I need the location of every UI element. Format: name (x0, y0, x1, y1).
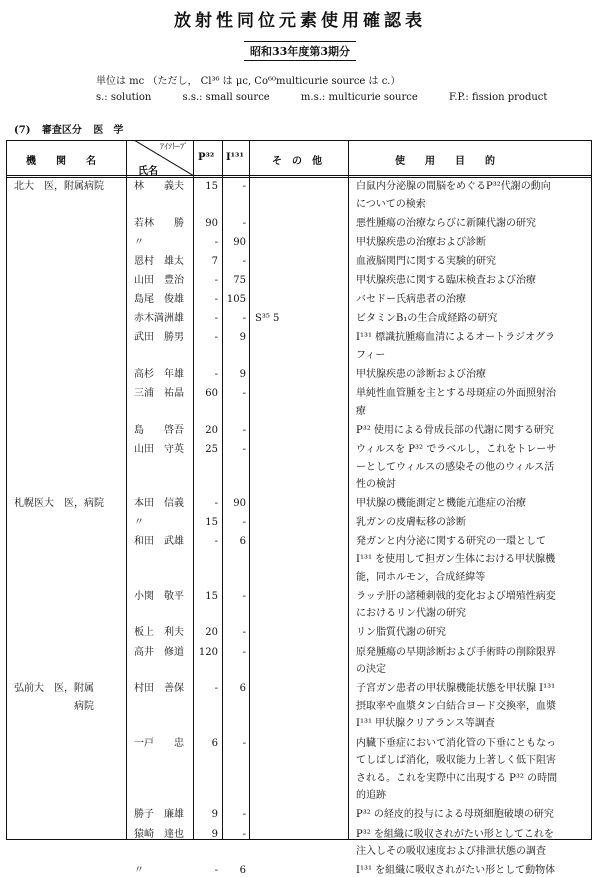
row-i131: - (242, 424, 246, 436)
row-i131: - (242, 313, 246, 325)
row-p32: - (214, 275, 218, 286)
row-p32: 9 (211, 828, 218, 840)
row-i131: - (242, 255, 246, 267)
row-purpose-line: 単純性血管腫を主とする母斑症の外面照射治 (356, 388, 556, 400)
row-p32: 9 (211, 809, 218, 821)
row-purpose-line: 注入しその吸収速度および排泄状態の調査 (356, 846, 546, 858)
row-i131: 75 (233, 275, 246, 286)
column-divider (249, 140, 250, 840)
row-i131: - (242, 646, 246, 658)
header-rule (6, 177, 592, 178)
row-i131: - (242, 217, 246, 229)
row-purpose-line: 性の検討 (356, 479, 396, 491)
row-i131: 9 (239, 332, 246, 344)
row-purpose-line: ーとしてウィルスの感染その他のウィルス活 (356, 461, 555, 473)
row-name: 高井 修道 (134, 646, 184, 658)
row-purpose-line: バセドー氏病患者の治療 (356, 294, 466, 306)
row-purpose-line: 子宮ガン患者の甲状腺機能状態を甲状腺 I¹³¹ (356, 683, 556, 695)
row-purpose-line: 内臓下垂症において消化管の下垂にともなっ (356, 737, 556, 749)
row-purpose-line: リン脂質代謝の研究 (356, 627, 446, 639)
row-name: 赤木満洲雄 (134, 313, 184, 325)
row-name: 猿崎 達也 (134, 828, 184, 840)
row-purpose-line: P³² 使用による骨成長部の代謝に関する研究 (356, 424, 554, 436)
row-p32: 20 (205, 424, 218, 436)
row-name: 高杉 年雄 (134, 369, 184, 380)
row-purpose-line: の決定 (356, 664, 386, 676)
row-p32: 25 (205, 443, 218, 455)
row-p32: 7 (211, 255, 218, 267)
row-name: 三浦 祐晶 (134, 388, 184, 400)
row-p32: - (214, 369, 218, 380)
header-other: そ の 他 (272, 156, 322, 167)
row-purpose-line: 白鼠内分泌腺の間脳をめぐるP³²代謝の動向 (356, 181, 551, 192)
row-purpose-line: 甲状腺の機能測定と機能亢進症の治療 (356, 498, 526, 510)
row-name: 〃 (134, 865, 144, 877)
row-p32: - (214, 236, 218, 248)
row-name: 〃 (134, 517, 144, 529)
row-i131: - (242, 388, 246, 400)
row-name: 恩村 雄太 (134, 255, 184, 267)
column-divider (348, 140, 349, 840)
row-purpose-line: ラッテ肝の諸種刺戟的変化および増殖性病変 (356, 590, 556, 602)
row-purpose-line: 療 (356, 405, 366, 417)
row-i131: - (242, 517, 246, 529)
section-group: 審査区分 (41, 125, 82, 136)
row-purpose-line: におけるリン代謝の研究 (356, 608, 466, 620)
abbrev-fission: F.P.: fission product (448, 92, 548, 103)
row-p32: 20 (205, 627, 218, 639)
row-name: 板上 利夫 (134, 627, 184, 639)
section-number: (7) (14, 125, 31, 136)
row-purpose-line: I¹³¹ 甲状腺クリアランス等調査 (356, 718, 495, 730)
row-name: 〃 (134, 236, 144, 248)
row-i131: 105 (226, 294, 246, 306)
row-purpose-line: I¹³¹ を使用して担ガン生体における甲状腺機 (356, 554, 556, 565)
column-divider (193, 140, 194, 840)
row-purpose-line: I¹³¹ を組織に吸収されがたい形として動物体 (356, 865, 556, 877)
header-purpose: 使 用 目 的 (395, 156, 495, 167)
row-purpose-line: I¹³¹ 標識抗腫瘍血清によるオートラジオグラ (356, 332, 555, 344)
units-note: 単位は mc （ただし， Cl³⁶ は μc, Co⁶⁰multicurie source は c.） (96, 76, 401, 87)
row-p32: - (214, 683, 218, 695)
header-rule (6, 175, 592, 176)
row-p32: 15 (205, 181, 218, 192)
row-purpose-line: 甲状腺疾患の治療および診断 (356, 236, 486, 248)
row-purpose-line: 乳ガンの皮膚転移の診断 (356, 517, 466, 529)
row-i131: 90 (233, 498, 246, 510)
row-p32: 15 (205, 590, 218, 602)
row-institution: 弘前大 医，附属 (14, 683, 94, 695)
row-purpose-line: 甲状腺疾患の診断および治療 (356, 369, 486, 380)
row-i131: - (242, 181, 246, 192)
row-name: 勝子 廉雄 (134, 809, 184, 821)
row-i131: - (242, 627, 246, 639)
row-purpose-line: 的追跡 (356, 790, 386, 802)
column-divider (126, 140, 127, 840)
row-purpose-line: される。これを実際中に出現する P³² の時間 (356, 772, 558, 784)
header-isotope: ｱｲｿﾄｰﾌﾟ (160, 142, 188, 151)
row-name: 和田 武雄 (134, 536, 184, 548)
row-name: 一戸 忠 (134, 737, 184, 749)
row-name: 山田 豊治 (134, 275, 184, 286)
row-i131: - (242, 809, 246, 821)
row-purpose-line: 発ガンと内分泌に関する研究の一環として (356, 536, 546, 548)
row-name: 山田 守英 (134, 443, 184, 455)
row-purpose-line: 原発腫瘍の早期診断および手術時の削除限界 (356, 646, 556, 658)
period-subtitle: 昭和33年度第3期分 (244, 41, 356, 61)
row-i131: - (242, 443, 246, 455)
row-p32: - (214, 332, 218, 344)
header-institution: 機 関 名 (26, 156, 96, 167)
abbreviation-legend (96, 92, 575, 103)
section-field: 医 学 (93, 125, 124, 136)
row-name: 小関 敬平 (134, 590, 184, 602)
row-p32: - (214, 865, 218, 877)
row-name: 林 義夫 (134, 181, 184, 192)
row-purpose-line: 能，同ホルモン，合成経緯等 (356, 571, 486, 583)
row-purpose-line: 甲状腺疾患に関する臨床検査および治療 (356, 275, 536, 286)
abbrev-solution: s.: solution (96, 92, 152, 103)
row-purpose-line: 血液脳関門に関する実験的研究 (356, 255, 496, 267)
row-purpose-line: ウィルスを P³² でラベルし，これをトレーサ (356, 443, 557, 455)
row-p32: 120 (198, 646, 218, 658)
row-name: 島 啓吾 (134, 424, 184, 436)
abbrev-multicurie: m.s.: multicurie source (300, 92, 418, 103)
header-name: 氏名 (138, 166, 158, 177)
row-p32: - (214, 313, 218, 325)
row-purpose-line: P³² の経皮的投与による母斑細胞破壊の研究 (356, 809, 554, 821)
row-name: 武田 勝男 (134, 332, 184, 344)
row-purpose-line: 悪性腫瘍の治療ならびに新陳代謝の研究 (356, 217, 536, 229)
row-institution: 北大 医，附属病院 (14, 181, 104, 192)
row-name: 本田 信義 (134, 498, 184, 510)
row-purpose-line: P³² を組織に吸収されがたい形としてこれを (356, 828, 554, 840)
row-p32: 90 (205, 217, 218, 229)
row-p32: 60 (205, 388, 218, 400)
row-i131: - (242, 590, 246, 602)
row-i131: 9 (239, 369, 246, 380)
header-i131: I¹³¹ (226, 152, 244, 163)
row-name: 若林 勝 (134, 217, 184, 229)
row-name: 村田 善保 (134, 683, 184, 695)
row-purpose-line: フィー (356, 349, 386, 361)
section-heading (14, 121, 131, 136)
row-purpose-line: ビタミンB₁の生合成経路の研究 (356, 313, 498, 325)
row-p32: 6 (211, 737, 218, 749)
row-p32: - (214, 294, 218, 306)
row-purpose-line: てしばしば消化，吸収能力上著しく低下阻害 (356, 755, 556, 767)
row-i131: 90 (233, 236, 246, 248)
row-purpose-line: についての検索 (356, 198, 426, 210)
table-border (6, 140, 7, 840)
row-name: 島尾 俊雄 (134, 294, 184, 306)
row-i131: 6 (239, 536, 246, 548)
row-institution: 札幌医大 医，病院 (14, 498, 104, 510)
row-i131: - (242, 828, 246, 840)
row-p32: - (214, 536, 218, 548)
header-p32: P³² (198, 152, 215, 163)
row-p32: 15 (205, 517, 218, 529)
abbrev-small-source: s.s.: small source (182, 92, 270, 103)
row-purpose-line: 摂取率や血漿タン白結合ヨード交換率，血漿 (356, 700, 556, 712)
row-i131: 6 (239, 865, 246, 877)
row-i131: - (242, 737, 246, 749)
row-institution: 病院 (14, 700, 94, 712)
usage-table (6, 140, 592, 840)
row-other: S³⁵ 5 (255, 313, 280, 325)
table-border (591, 140, 592, 840)
row-i131: 6 (239, 683, 246, 695)
document-title: 放射性同位元素使用確認表 (174, 11, 426, 31)
row-p32: - (214, 498, 218, 510)
